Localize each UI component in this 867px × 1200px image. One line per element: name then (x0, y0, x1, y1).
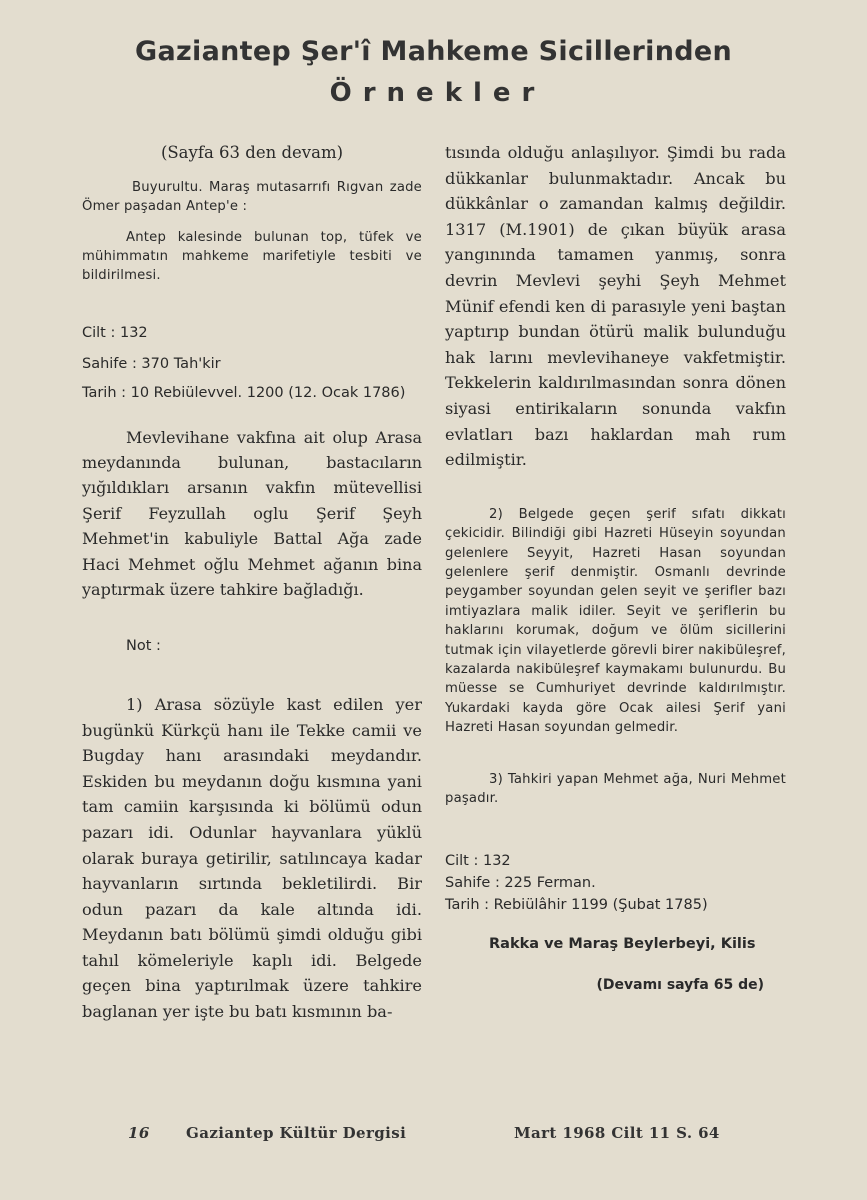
note1-text: 1) Arasa sözüyle kast edilen yer bugünkü Kürkçü hanı ile Tekke camii ve Bugday hanı arasındaki meydandır. Eskiden bu meydanın doğu kısmına yani tam camiin karşısında ki bölümü odun pazarı idi. Odunlar hayvanlara yüklü olarak buraya getirilir, satılıncaya kadar hayvanların sırtında bekletilirdi. Bir odun pazarı da kale altında idi. Meydanın batı bölümü şimdi olduğu gibi tahıl kömeleriyle kaplı idi. Belgede geçen bina yaptırılmak üzere tahkire baglanan yer işte bu batı kısmının ba- (82, 694, 422, 1022)
left-column (82, 140, 422, 1025)
record1-sahife: Sahife : 370 Tah'kir (82, 356, 221, 373)
right-column (445, 140, 786, 999)
record2-sahife: Sahife : 225 Ferman. (445, 874, 596, 891)
page-subtitle: Örnekler (329, 78, 546, 108)
record2-cilt: Cilt : 132 (445, 852, 511, 869)
record2-heading: Rakka ve Maraş Beylerbeyi, Kilis (489, 935, 756, 952)
order-body: Antep kalesinde bulunan top, tüfek ve mühimmatın mahkeme marifetiyle tesbiti ve bildirilmesi. (82, 229, 422, 283)
order-heading: Buyurultu. Maraş mutasarrıfı Rıgvan zade Ömer paşadan Antep'e : (82, 179, 422, 214)
record1-tarih: Tarih : 10 Rebiülevvel. 1200 (12. Ocak 1786) (82, 384, 406, 401)
continued-from: (Sayfa 63 den devam) (160, 143, 344, 162)
note3-text: 3) Tahkiri yapan Mehmet ağa, Nuri Mehmet paşadır. (445, 771, 786, 806)
issue-info: Mart 1968 Cilt 11 S. 64 (514, 1124, 720, 1142)
record1-cilt: Cilt : 132 (82, 324, 148, 341)
note2-text: 2) Belgede geçen şerif sıfatı dikkatı çekicidir. Bilindiği gibi Hazreti Hüseyin soyundan gelenlere Seyyit, Hazreti Hasan soyundan gelenlere şerif denmiştir. Osmanlı devrinde peygamber soyundan gelen seyit ve şerifler bazı imtiyazlara malik idiler. Seyit ve şeriflerin bu haklarını korumak, doğum ve ölüm sicillerini tutmak için vilayetlerde görevli birer nakibüleşref, kazalarda nakibüleşref kaymakamı bulunurdu. Bu müesse se Cumhuriyet devrinde kaldırılmıştır. Yukardaki kayda göre Ocak ailesi Şerif yani Hazreti Hasan soyundan gelmedir. (445, 506, 786, 736)
continued-on: (Devamı sayfa 65 de) (596, 977, 764, 994)
journal-name: Gaziantep Kültür Dergisi (186, 1124, 407, 1142)
note1-continued: tısında olduğu anlaşılıyor. Şimdi bu rada dükkanlar bulunmaktadır. Ancak bu dükkânlar o zamandan kalmış değildir. 1317 (M.1901) de çıkan büyük arasa yangınında tamamen yanmış, sonra devrin Mevlevi şeyhi Şeyh Mehmet Münif efendi ken di parasıyle yeni baştan yaptırıp bundan ötürü malik bulunduğu hak larını mevlevihaneye vakfetmiştir. Tekkelerin kaldırılmasından sonra dönen siyasi entirikaların sonunda vakfın evlatları bazı haklardan mah rum edilmiştir. (445, 143, 786, 470)
note-label: Not : (126, 638, 161, 655)
record1-body: Mevlevihane vakfına ait olup Arasa meydanında bulunan, bastacıların yığıldıkları arsanın vakfın mütevellisi Şerif Feyzullah oglu Şerif Şeyh Mehmet'in kabuliyle Battal Ağa zade Haci Mehmet oğlu Mehmet ağanın bina yaptırmak üzere tahkire bağladığı. (82, 427, 422, 600)
record2-tarih: Tarih : Rebiülâhir 1199 (Şubat 1785) (445, 896, 708, 913)
page-number: 16 (128, 1124, 150, 1142)
page-title: Gaziantep Şer'î Mahkeme Sicillerinden (135, 36, 732, 67)
